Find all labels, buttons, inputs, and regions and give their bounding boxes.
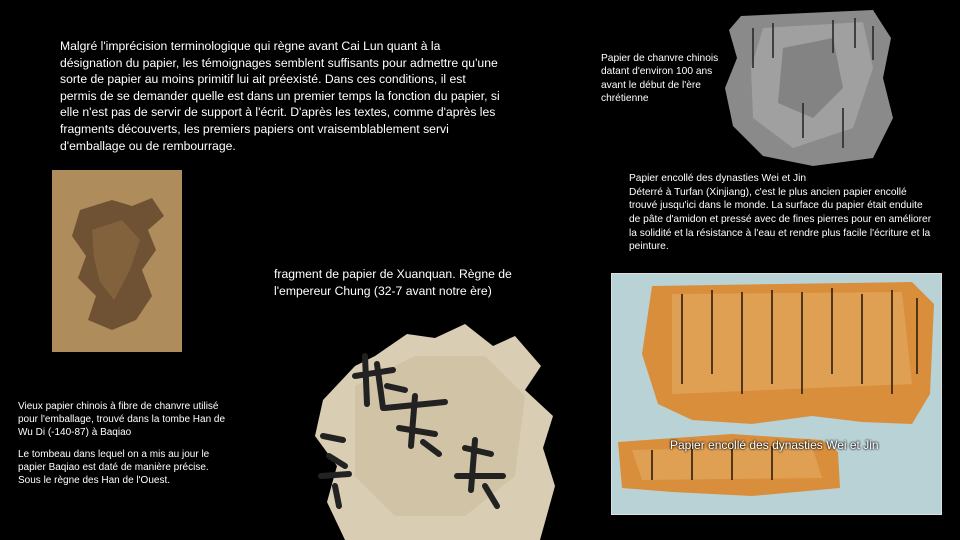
baqiao-paper-caption: [18, 400, 228, 496]
weijin-caption-body: Déterré à Turfan (Xinjiang), c'est le plus ancien papier encollé trouvé jusqu'ici dans le monde. La surface du papier était enduite de pâte d'amidon et pressé avec de fines pierres pour en améliorer la solidité et la résistance à l'eau et rendre plus facile l'écriture et la peinture.: [629, 186, 932, 253]
intro-paragraph: Malgré l'imprécision terminologique qui règne avant Cai Lun quant à la désignation du papier, les témoignages semblent suffisants pour admettre qu'une sorte de papier au moins primitif lui ait préexisté. Dans ces conditions, il est permis de se demander quelle est dans un premier temps la fonction du papier, si elle n'est pas de servir de support à l'écrit. D'après les textes, comme d'après les fragments découverts, les premiers papiers ont vraisemblablement servi d'emballage ou de rembourrage.: [60, 39, 500, 153]
baqiao-caption-p2: Le tombeau dans lequel on a mis au jour le papier Baqiao est daté de manière précise. Sous le règne des Han de l'Ouest.: [18, 449, 210, 486]
hemp-paper-fragment-image: [723, 8, 895, 168]
baqiao-paper-image: [52, 170, 182, 352]
hemp-paper-caption: Papier de chanvre chinois datant d'environ 100 ans avant le début de l'ère chrétienne: [601, 53, 719, 104]
weijin-paper-image: [611, 273, 942, 515]
xuanquan-paper-caption: fragment de papier de Xuanquan. Règne de l'empereur Chung (32-7 avant notre ère): [274, 267, 512, 298]
xuanquan-paper-fragment-image: [315, 316, 560, 540]
weijin-paper-caption: [629, 172, 934, 254]
baqiao-caption-p1: Vieux papier chinois à fibre de chanvre utilisé pour l'emballage, trouvé dans la tombe Han de Wu Di (-140-87) à Baqiao: [18, 401, 226, 438]
weijin-caption-title: Papier encollé des dynasties Wei et Jin: [629, 173, 807, 184]
weijin-image-overlay-label: Papier encollé des dynasties Wei et Jin: [670, 438, 879, 452]
